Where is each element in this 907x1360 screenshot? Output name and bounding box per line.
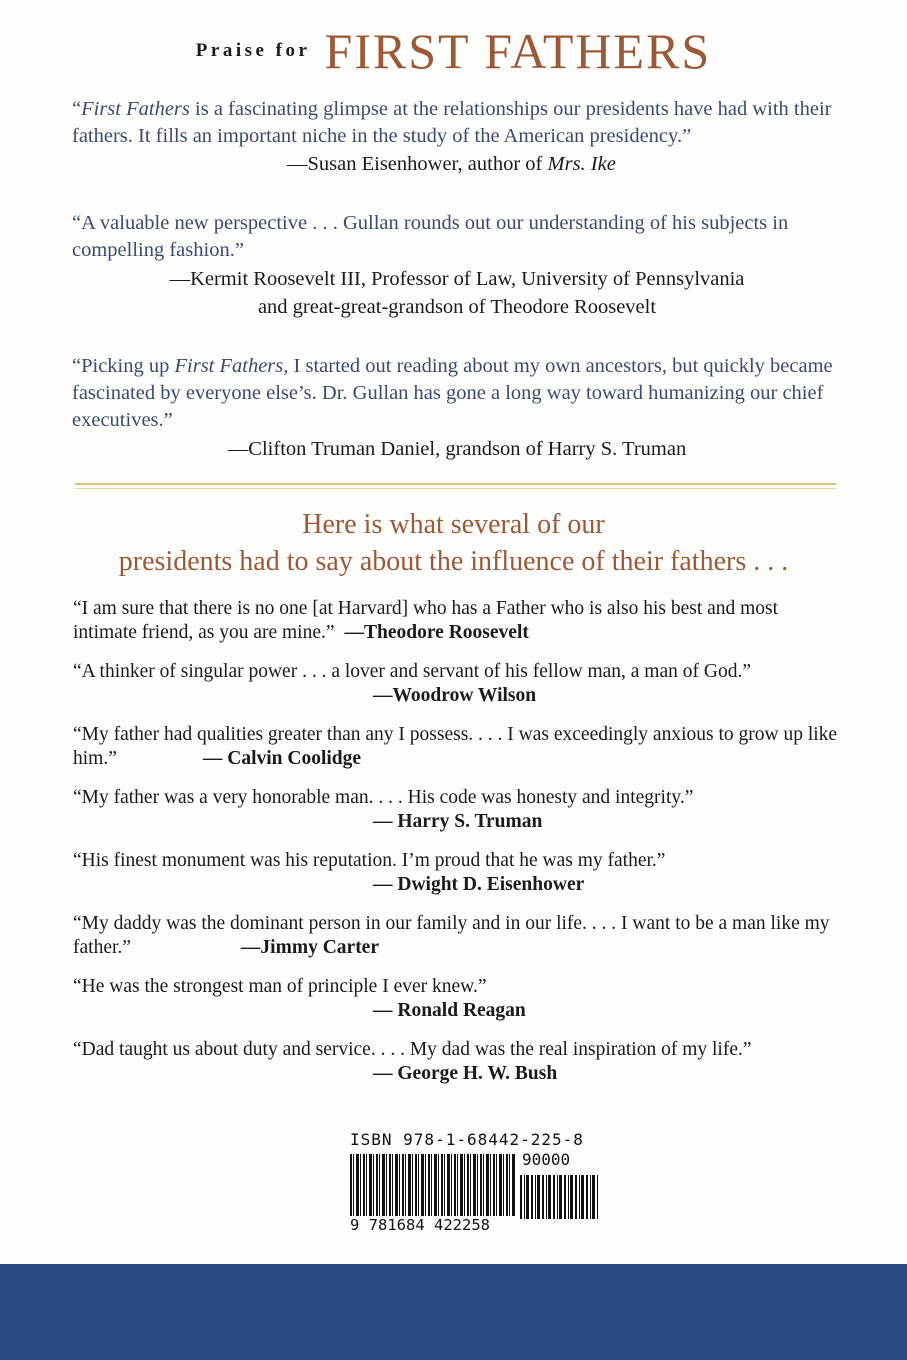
book-title: FIRST FATHERS <box>324 23 712 79</box>
blurb-daniel <box>72 353 842 463</box>
quote-author: —Woodrow Wilson <box>373 685 537 706</box>
quote-author: — George H. W. Bush <box>373 1063 558 1084</box>
book-title-italic: First Fathers <box>81 98 190 120</box>
quote-author: — Harry S. Truman <box>373 811 543 832</box>
book-title-italic: First Fathers, <box>174 355 289 377</box>
blurb-roosevelt <box>72 210 842 321</box>
blurb-text: “A valuable new perspective . . . Gullan rounds out our understanding of his subjects in compelling fashion.” <box>72 212 789 261</box>
quote-author: — Dwight D. Eisenhower <box>373 874 585 895</box>
quote-author: — Ronald Reagan <box>373 1000 526 1021</box>
president-quotes <box>73 597 843 1101</box>
ean-barcode-bars <box>350 1154 515 1216</box>
isbn-label: ISBN 978-1-68442-225-8 <box>350 1130 584 1149</box>
quote-author: — Calvin Coolidge <box>202 748 362 769</box>
quote-item: “My father had qualities greater than any I possess. . . . I was exceedingly anxious to grow up like him.” — Calvin Coolidge <box>73 724 838 769</box>
praise-for-label: Praise for <box>195 40 311 61</box>
blurb-attribution: —Susan Eisenhower, author of Mrs. Ike <box>287 153 616 175</box>
quote-item: “A thinker of singular power . . . a lover and servant of his fellow man, a man of God.” —Woodrow Wilson <box>73 660 843 708</box>
isbn-barcode <box>350 1130 600 1236</box>
quote-item: “I am sure that there is no one [at Harvard] who has a Father who is also his best and most intimate friend, as you are mine.” —Theodore Roosevelt <box>73 598 779 643</box>
addon-barcode-bars <box>520 1175 598 1219</box>
section-divider <box>75 483 836 489</box>
quote-author: —Jimmy Carter <box>240 937 379 958</box>
footer-band <box>0 1264 907 1360</box>
quote-item: “He was the strongest man of principle I ever knew.” — Ronald Reagan <box>73 975 843 1023</box>
quote-item: “His finest monument was his reputation. I’m proud that he was my father.” — Dwight D. Eisenhower <box>73 849 843 897</box>
quote-item: “My father was a very honorable man. . . . His code was honesty and integrity.” — Harry S. Truman <box>73 786 843 834</box>
blurb-eisenhower <box>72 96 842 178</box>
blurb-text: “Picking up First Fathers, I started out reading about my own ancestors, but quickly became fascinated by everyone else’s. Dr. Gullan has gone a long way toward humanizing our chief executives.” <box>72 355 833 431</box>
quote-author: —Theodore Roosevelt <box>344 622 529 643</box>
page-header <box>0 22 907 80</box>
quote-item: “My daddy was the dominant person in our family and in our life. . . . I want to be a man like my father.” —Jimmy Carter <box>73 913 830 958</box>
quotes-intro: Here is what several of our presidents had to say about the influence of their fathers . . . <box>118 509 789 577</box>
blurb-attribution: —Kermit Roosevelt III, Professor of Law, University of Pennsylvania and great-great-grandson of Theodore Roosevelt <box>169 268 745 318</box>
ean-number: 9 781684 422258 <box>350 1216 490 1234</box>
quote-item: “Dad taught us about duty and service. . . . My dad was the real inspiration of my life.” — George H. W. Bush <box>73 1038 843 1086</box>
price-addon-number: 90000 <box>522 1150 571 1169</box>
blurb-attribution: —Clifton Truman Daniel, grandson of Harry S. Truman <box>227 438 687 460</box>
blurb-text: “First Fathers is a fascinating glimpse at the relationships our presidents have had with their fathers. It fills an important niche in the study of the American presidency.” <box>72 98 832 147</box>
